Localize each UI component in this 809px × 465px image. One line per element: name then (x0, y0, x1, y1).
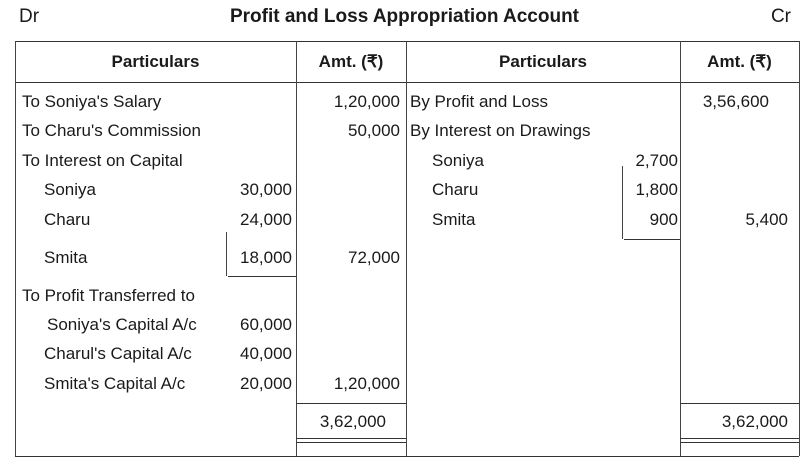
drawings-item-amount: 2,700 (635, 151, 678, 170)
credit-marker: Cr (770, 6, 791, 27)
interest-item-amount: 18,000 (240, 248, 292, 267)
profit-item-amount: 20,000 (240, 374, 292, 393)
header-bottom-rule (15, 82, 799, 83)
profit-total: 1,20,000 (333, 374, 400, 393)
subtotal-rule (624, 239, 680, 240)
interest-capital-label: To Interest on Capital (22, 151, 183, 170)
profit-loss-amount: 3,56,600 (702, 92, 769, 111)
salary-amount: 1,20,000 (333, 92, 400, 111)
interest-item-name: Soniya (44, 180, 96, 199)
col-left-particulars: Particulars (111, 52, 200, 71)
center-divider (406, 41, 407, 456)
page-title: Profit and Loss Appropriation Account (229, 6, 580, 27)
interest-total: 72,000 (348, 248, 400, 267)
drawings-item-amount: 1,800 (635, 180, 678, 199)
drawings-item-name: Charu (432, 180, 479, 199)
debit-marker: Dr (19, 6, 40, 27)
col-right-particulars: Particulars (499, 52, 587, 71)
credit-double-rule-1 (680, 438, 799, 439)
credit-grand-total: 3,62,000 (721, 412, 788, 431)
commission-amount: 50,000 (348, 121, 400, 140)
subtotal-rule (228, 276, 296, 277)
table-bottom-rule (15, 456, 799, 457)
interest-item-amount: 24,000 (240, 210, 292, 229)
debit-double-rule-2 (296, 442, 406, 443)
debit-double-rule-1 (296, 438, 406, 439)
col-left-amount: Amt. (₹) (318, 52, 384, 71)
credit-double-rule-2 (680, 442, 799, 443)
profit-item-name: Charul's Capital A/c (44, 344, 192, 363)
credit-total-top-rule (680, 403, 799, 404)
drawings-item-amount: 900 (649, 210, 678, 229)
profit-item-amount: 40,000 (240, 344, 292, 363)
profit-loss-label: By Profit and Loss (410, 92, 548, 111)
drawings-item-name: Smita (432, 210, 476, 229)
profit-transferred-label: To Profit Transferred to (22, 286, 195, 305)
drawings-total: 5,400 (745, 210, 788, 229)
debit-total-top-rule (296, 403, 406, 404)
profit-item-amount: 60,000 (240, 315, 292, 334)
left-border (15, 41, 16, 456)
interest-item-name: Charu (44, 210, 91, 229)
interest-item-name: Smita (44, 248, 88, 267)
col-right-amount: Amt. (₹) (707, 52, 772, 71)
drawings-item-name: Soniya (432, 151, 484, 170)
salary-label: To Soniya's Salary (22, 92, 162, 111)
table-top-rule (15, 41, 799, 42)
profit-item-name: Soniya's Capital A/c (47, 315, 197, 334)
profit-item-name: Smita's Capital A/c (44, 374, 186, 393)
right-border (799, 41, 800, 456)
interest-item-amount: 30,000 (240, 180, 292, 199)
commission-label: To Charu's Commission (22, 121, 201, 140)
drawings-interest-label: By Interest on Drawings (410, 121, 591, 140)
debit-grand-total: 3,62,000 (319, 412, 386, 431)
